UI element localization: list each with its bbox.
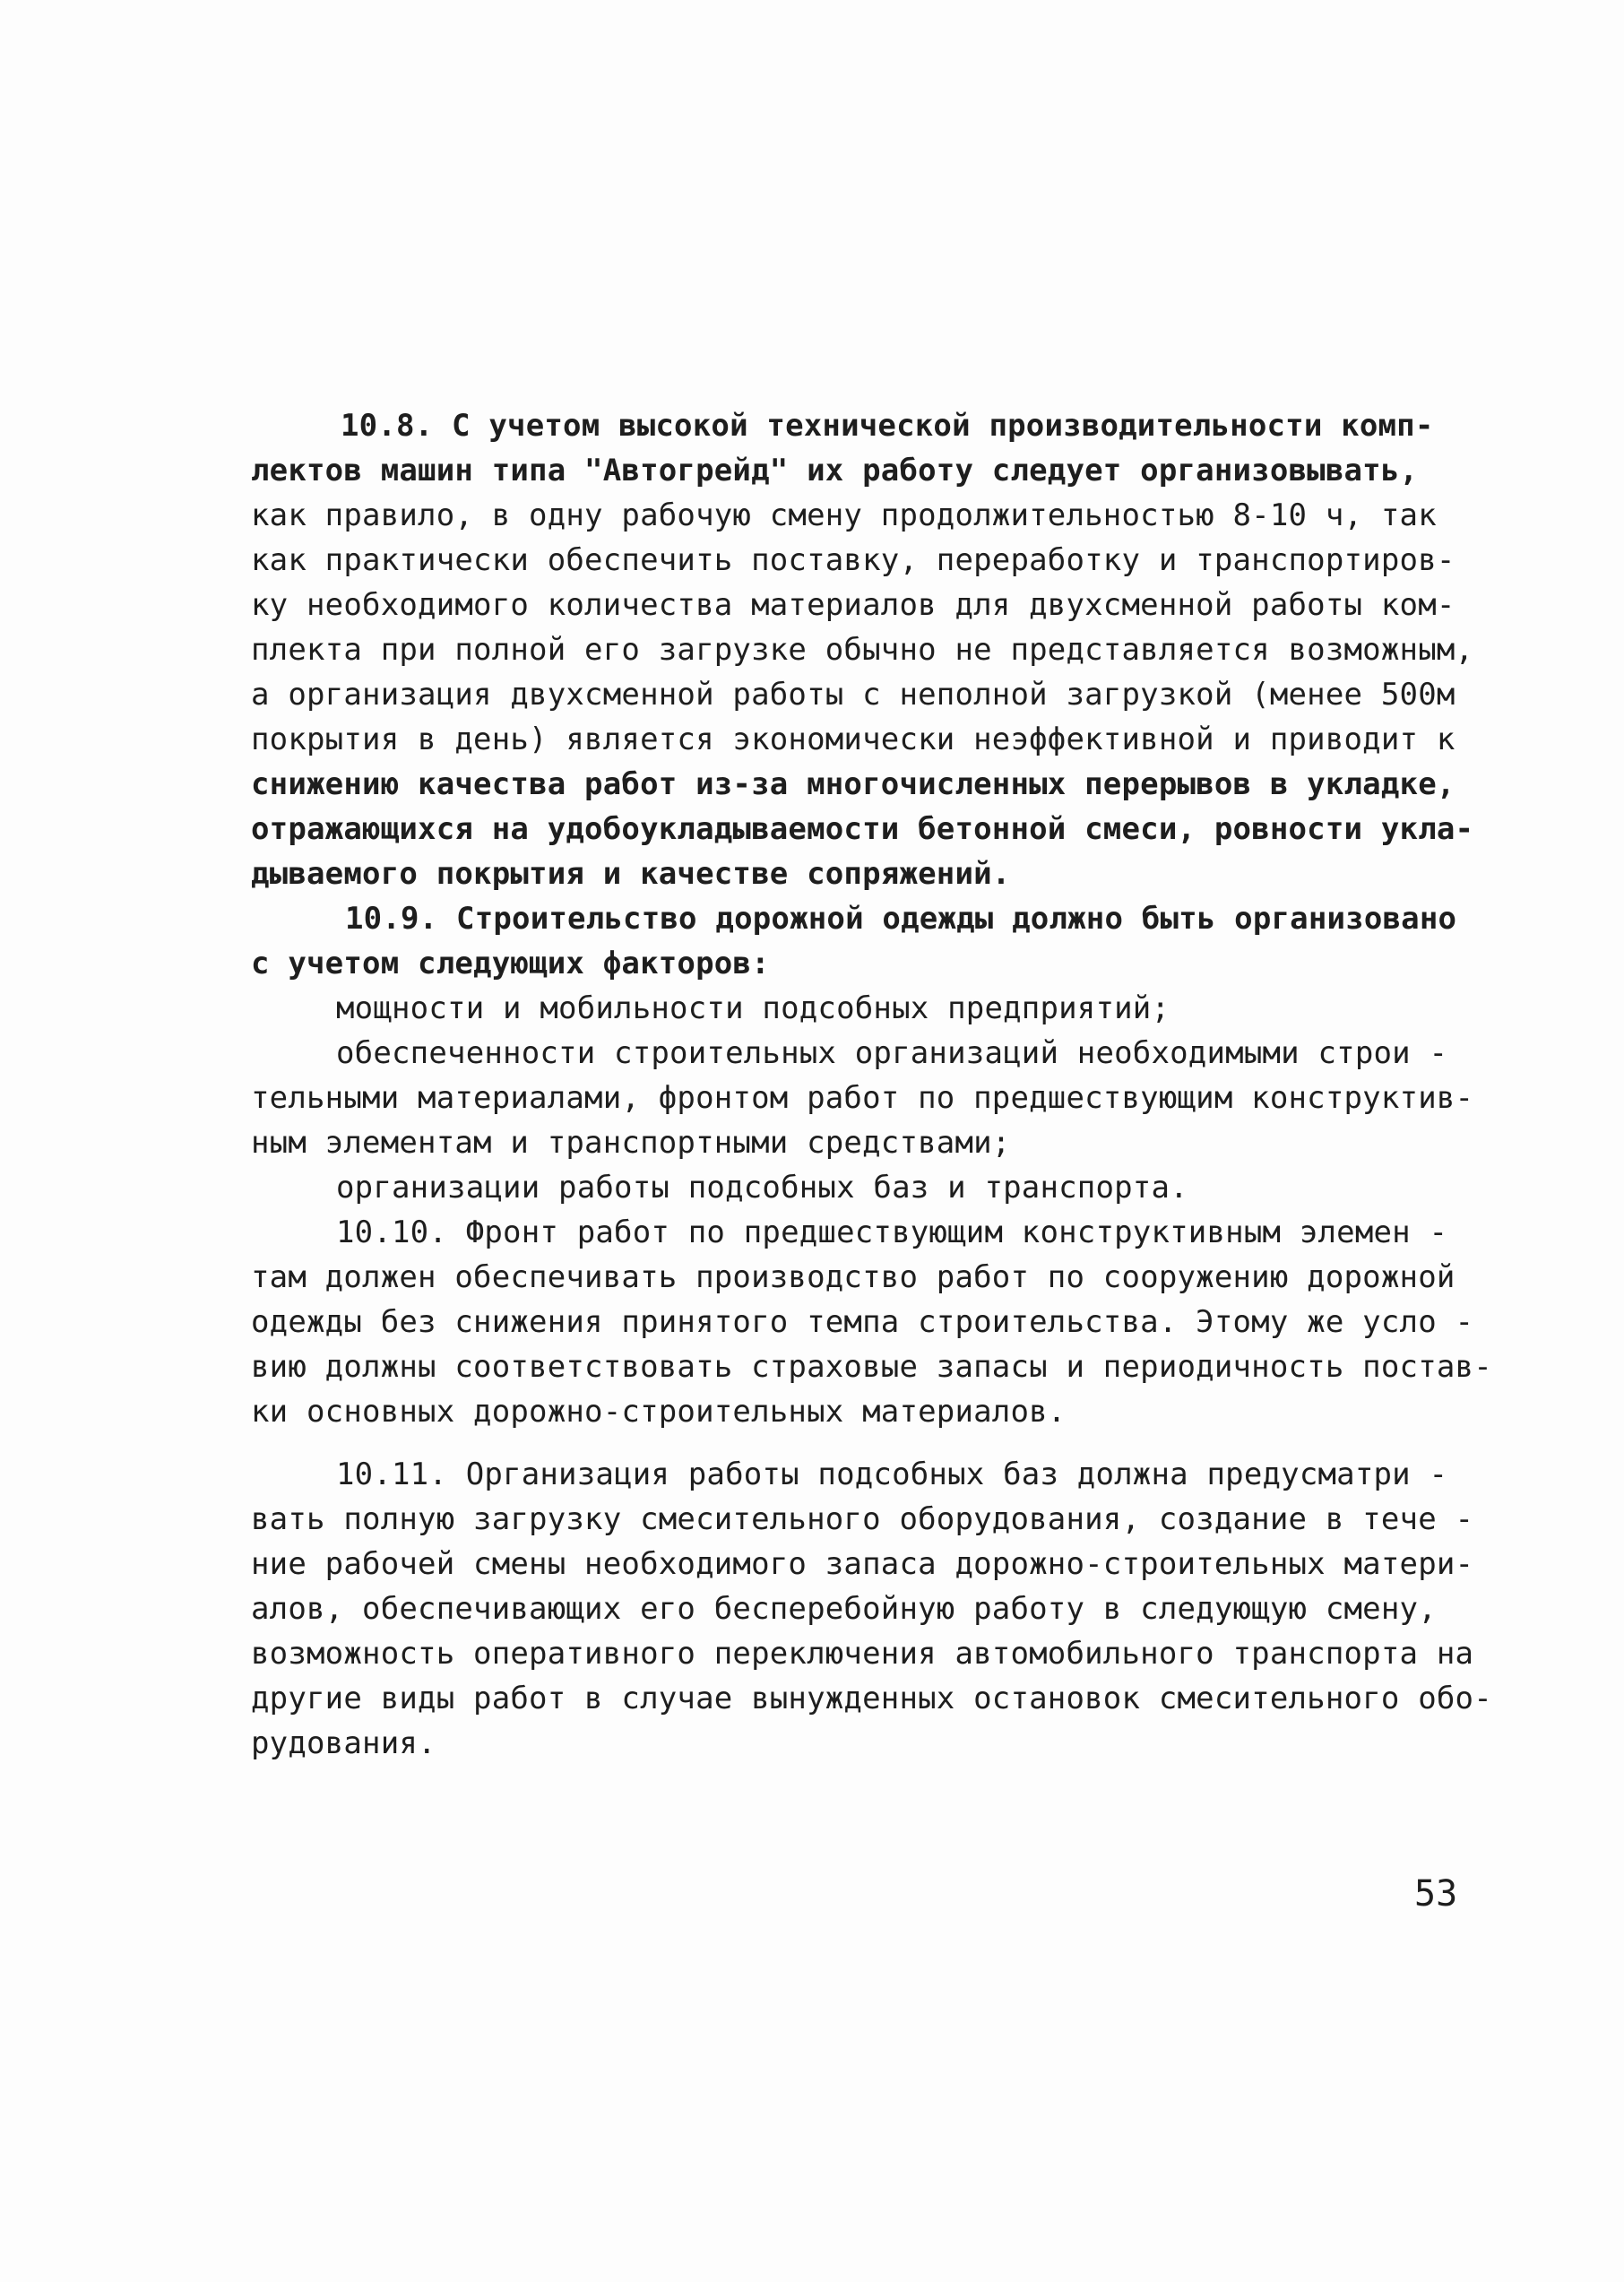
- text-line: алов, обеспечивающих его бесперебойную работу в следующую смену,: [251, 1591, 1437, 1627]
- text-line: ным элементам и транспортными средствами;: [251, 1125, 1011, 1161]
- text-line: плекта при полной его загрузке обычно не представляется возможным,: [251, 632, 1474, 668]
- text-line: 10.8. С учетом высокой технической производительности комп-: [341, 408, 1434, 444]
- text-line: тельными материалами, фронтом работ по предшествующим конструктив-: [251, 1080, 1474, 1116]
- text-line: 10.11. Организация работы подсобных баз должна предусматри -: [336, 1457, 1448, 1492]
- text-line: другие виды работ в случае вынужденных остановок смесительного обо-: [251, 1681, 1492, 1716]
- text-line: с учетом следующих факторов:: [251, 946, 770, 981]
- text-line: отражающихся на удобоукладываемости бетонной смеси, ровности укла-: [251, 811, 1474, 847]
- text-line: покрытия в день) является экономически неэффективной и приводит к: [251, 722, 1456, 757]
- text-line: вать полную загрузку смесительного оборудования, создание в тече -: [251, 1501, 1474, 1537]
- page-number: 53: [1414, 1873, 1458, 1915]
- text-line: вию должны соответствовать страховые запасы и периодичность постав-: [251, 1349, 1492, 1385]
- text-line: ки основных дорожно-строительных материалов.: [251, 1394, 1067, 1430]
- text-line: 10.9. Строительство дорожной одежды должно быть организовано: [345, 901, 1457, 937]
- text-line: возможность оперативного переключения автомобильного транспорта на: [251, 1636, 1474, 1672]
- text-line: как правило, в одну рабочую смену продолжительностью 8-10 ч, так: [251, 497, 1437, 533]
- text-line: там должен обеспечивать производство работ по сооружению дорожной: [251, 1259, 1456, 1295]
- text-line: дываемого покрытия и качестве сопряжений.: [251, 856, 1011, 892]
- text-line: одежды без снижения принятого темпа строительства. Этому же усло -: [251, 1304, 1474, 1340]
- text-line: 10.10. Фронт работ по предшествующим конструктивным элемен -: [336, 1214, 1448, 1250]
- text-line: обеспеченности строительных организаций необходимыми строи -: [336, 1035, 1448, 1071]
- text-line: рудования.: [251, 1725, 436, 1761]
- text-line: мощности и мобильности подсобных предприятий;: [336, 990, 1170, 1026]
- text-line: снижению качества работ из-за многочисленных перерывов в укладке,: [251, 766, 1456, 802]
- text-line: как практически обеспечить поставку, переработку и транспортиров-: [251, 542, 1456, 578]
- text-line: а организация двухсменной работы с неполной загрузкой (менее 500м: [251, 677, 1456, 713]
- text-line: лектов машин типа "Автогрейд" их работу следует организовывать,: [251, 453, 1419, 488]
- text-line: ку необходимого количества материалов для двухсменной работы ком-: [251, 587, 1456, 623]
- text-line: организации работы подсобных баз и транспорта.: [336, 1170, 1188, 1206]
- text-line: ние рабочей смены необходимого запаса дорожно-строительных матери-: [251, 1546, 1474, 1582]
